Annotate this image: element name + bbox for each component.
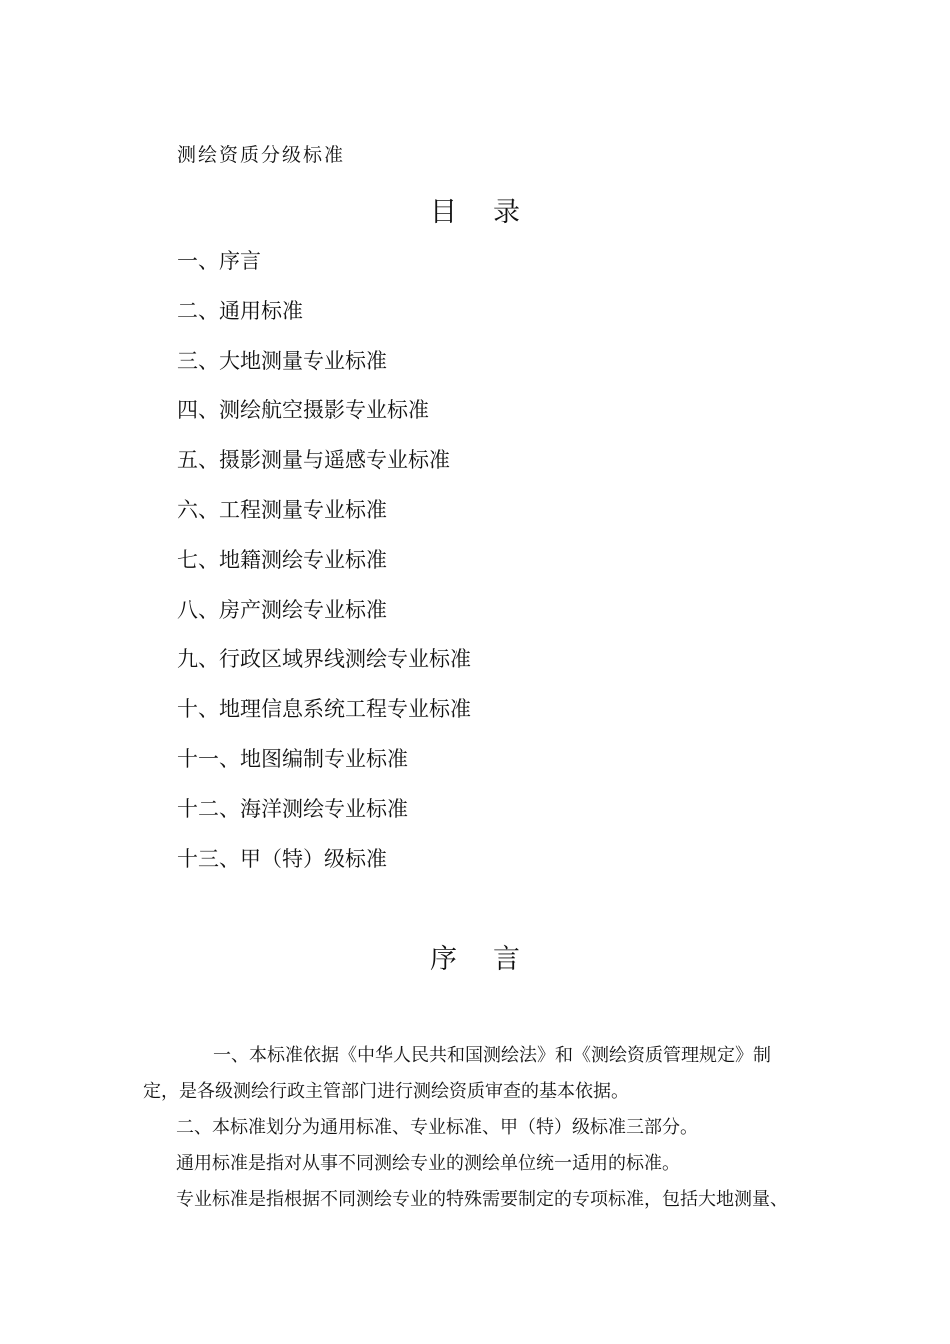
preface-paragraph-3: 通用标准是指对从事不同测绘专业的测绘单位统一适用的标准。 [176,1153,680,1174]
preface-heading [0,937,950,976]
toc-item-cartography: 十一、地图编制专业标准 [177,746,408,771]
toc-heading [0,190,950,229]
preface-body [143,1038,823,1218]
toc-item-property: 八、房产测绘专业标准 [177,597,387,622]
document-title: 测绘资质分级标准 [177,144,346,166]
toc-item-aerial-photography: 四、测绘航空摄影专业标准 [177,398,429,423]
toc-item-general-standard: 二、通用标准 [177,298,303,323]
toc-heading-char-2: 录 [493,197,520,228]
toc-heading-char-1: 目 [430,197,457,228]
toc-item-preface: 一、序言 [177,249,261,273]
preface-paragraph-2: 二、本标准划分为通用标准、专业标准、甲（特）级标准三部分。 [176,1117,698,1138]
toc-item-boundary: 九、行政区域界线测绘专业标准 [177,647,471,672]
toc-item-cadastral: 七、地籍测绘专业标准 [177,547,387,572]
table-of-contents [177,245,471,892]
preface-heading-char-2: 言 [493,944,520,975]
preface-paragraph-4: 专业标准是指根据不同测绘专业的特殊需要制定的专项标准，包括大地测量、 [176,1189,788,1210]
toc-item-engineering-survey: 六、工程测量专业标准 [177,497,387,522]
toc-item-marine: 十二、海洋测绘专业标准 [177,796,408,821]
preface-paragraph-1: 一、本标准依据《中华人民共和国测绘法》和《测绘资质管理规定》制 [213,1045,771,1066]
toc-item-geodesy: 三、大地测量专业标准 [177,348,387,373]
toc-item-photogrammetry: 五、摄影测量与遥感专业标准 [177,448,450,473]
preface-heading-char-1: 序 [430,944,457,975]
toc-item-gis: 十、地理信息系统工程专业标准 [177,697,471,722]
toc-item-grade-a-special: 十三、甲（特）级标准 [177,846,387,871]
preface-paragraph-1-cont: 定，是各级测绘行政主管部门进行测绘资质审查的基本依据。 [143,1081,629,1102]
